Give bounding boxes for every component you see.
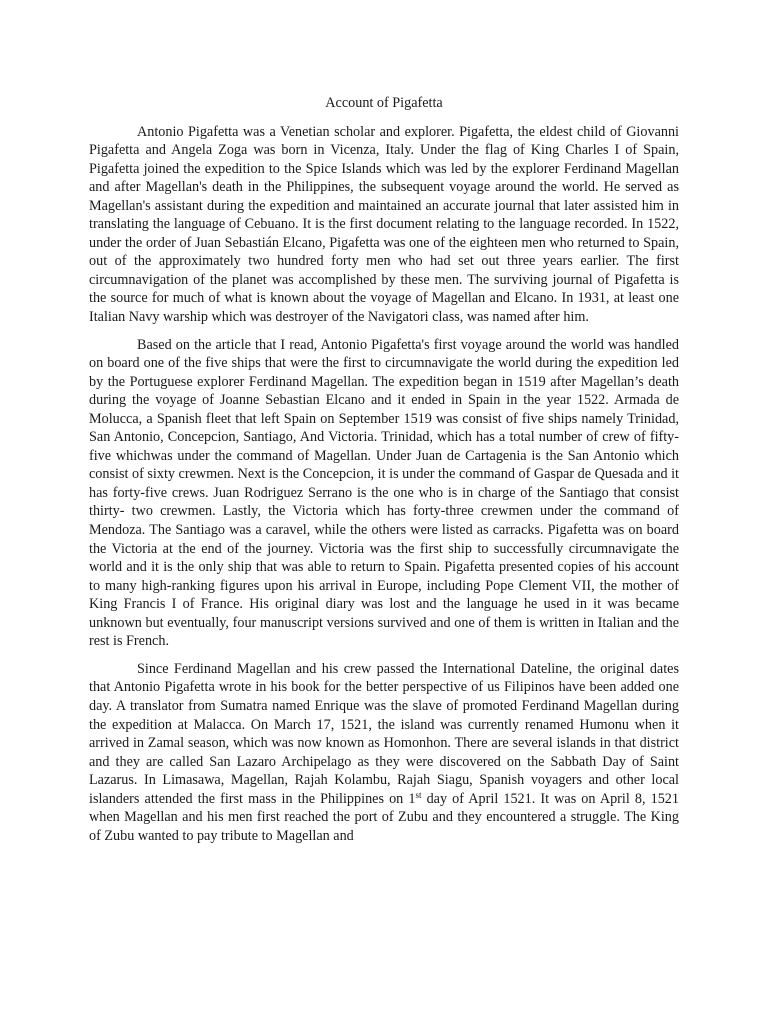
- ordinal-suffix: st: [415, 789, 422, 800]
- paragraph-1: Antonio Pigafetta was a Venetian scholar and explorer. Pigafetta, the eldest child of Giovanni Pigafetta and Angela Zoga was born in Vicenza, Italy. Under the flag of King Charles I of Spain, Pigafetta joined the expedition to the Spice Islands which was led by the explorer Ferdinand Magellan and after Magellan's death in the Philippines, the subsequent voyage around the world. He served as Magellan's assistant during the expedition and maintained an accurate journal that later assisted him in translating the language of Cebuano. It is the first document relating to the language recorded. In 1522, under the order of Juan Sebastián Elcano, Pigafetta was one of the eighteen men who returned to Spain, out of the approximately two hundred forty men who had set out three years earlier. The first circumnavigation of the planet was accomplished by these men. The surviving journal of Pigafetta is the source for much of what is known about the voyage of Magellan and Elcano. In 1931, at least one Italian Navy warship which was destroyer of the Navigatori class, was named after him.: [89, 123, 679, 326]
- document-title: Account of Pigafetta: [325, 95, 443, 111]
- paragraph-2: Based on the article that I read, Antonio Pigafetta's first voyage around the world was handled on board one of the five ships that were the first to circumnavigate the world during the expedition led by the Portuguese explorer Ferdinand Magellan. The expedition began in 1519 after Magellan’s death during the voyage of Joanne Sebastian Elcano and it ended in Spain in the year 1522. Armada de Molucca, a Spanish fleet that left Spain on September 1519 was consist of five ships namely Trinidad, San Antonio, Concepcion, Santiago, And Victoria. Trinidad, which has a total number of crew of fifty-five whichwas under the command of Magellan. Under Juan de Cartagenia is the San Antonio which consist of sixty crewmen. Next is the Concepcion, it is under the command of Gaspar de Quesada and it has forty-five crews. Juan Rodriguez Serrano is the one who is in charge of the Santiago that consist thirty- two crewmen. Lastly, the Victoria which has forty-three crewmen under the command of Mendoza. The Santiago was a caravel, while the others were listed as carracks. Pigafetta was on board the Victoria at the end of the journey. Victoria was the first ship to successfully circumnavigate the world and it is the only ship that was able to return to Spain. Pigafetta presented copies of his account to many high-ranking figures upon his arrival in Europe, including Pope Clement VII, the mother of King Francis I of France. His original diary was lost and the language he used in it was became unknown but eventually, four manuscript versions survived and one of them is written in Italian and the rest is French.: [89, 336, 679, 650]
- document-body: [89, 94, 679, 854]
- paragraph-3: [89, 660, 679, 845]
- paragraph-3-text-part-2: day of April 1521. It was on April 8, 1521 when Magellan and his men first reached the port of Zubu and they encountered a struggle. The King of Zubu wanted to pay tribute to Magellan and: [89, 790, 679, 844]
- paragraph-3-text-part-1: Since Ferdinand Magellan and his crew passed the International Dateline, the original dates that Antonio Pigafetta wrote in his book for the better perspective of us Filipinos have been added one day. A translator from Sumatra named Enrique was the slave of promoted Ferdinand Magellan during the expedition at Malacca. On March 17, 1521, the island was currently renamed Humonu when it arrived in Zamal season, which was now known as Homonhon. There are several islands in that district and they are called San Lazaro Archipelago as they were discovered on the Sabbath Day of Saint Lazarus. In Limasawa, Magellan, Rajah Kolambu, Rajah Siagu, Spanish voyagers and other local islanders attended the first mass in the Philippines on 1: [89, 660, 679, 807]
